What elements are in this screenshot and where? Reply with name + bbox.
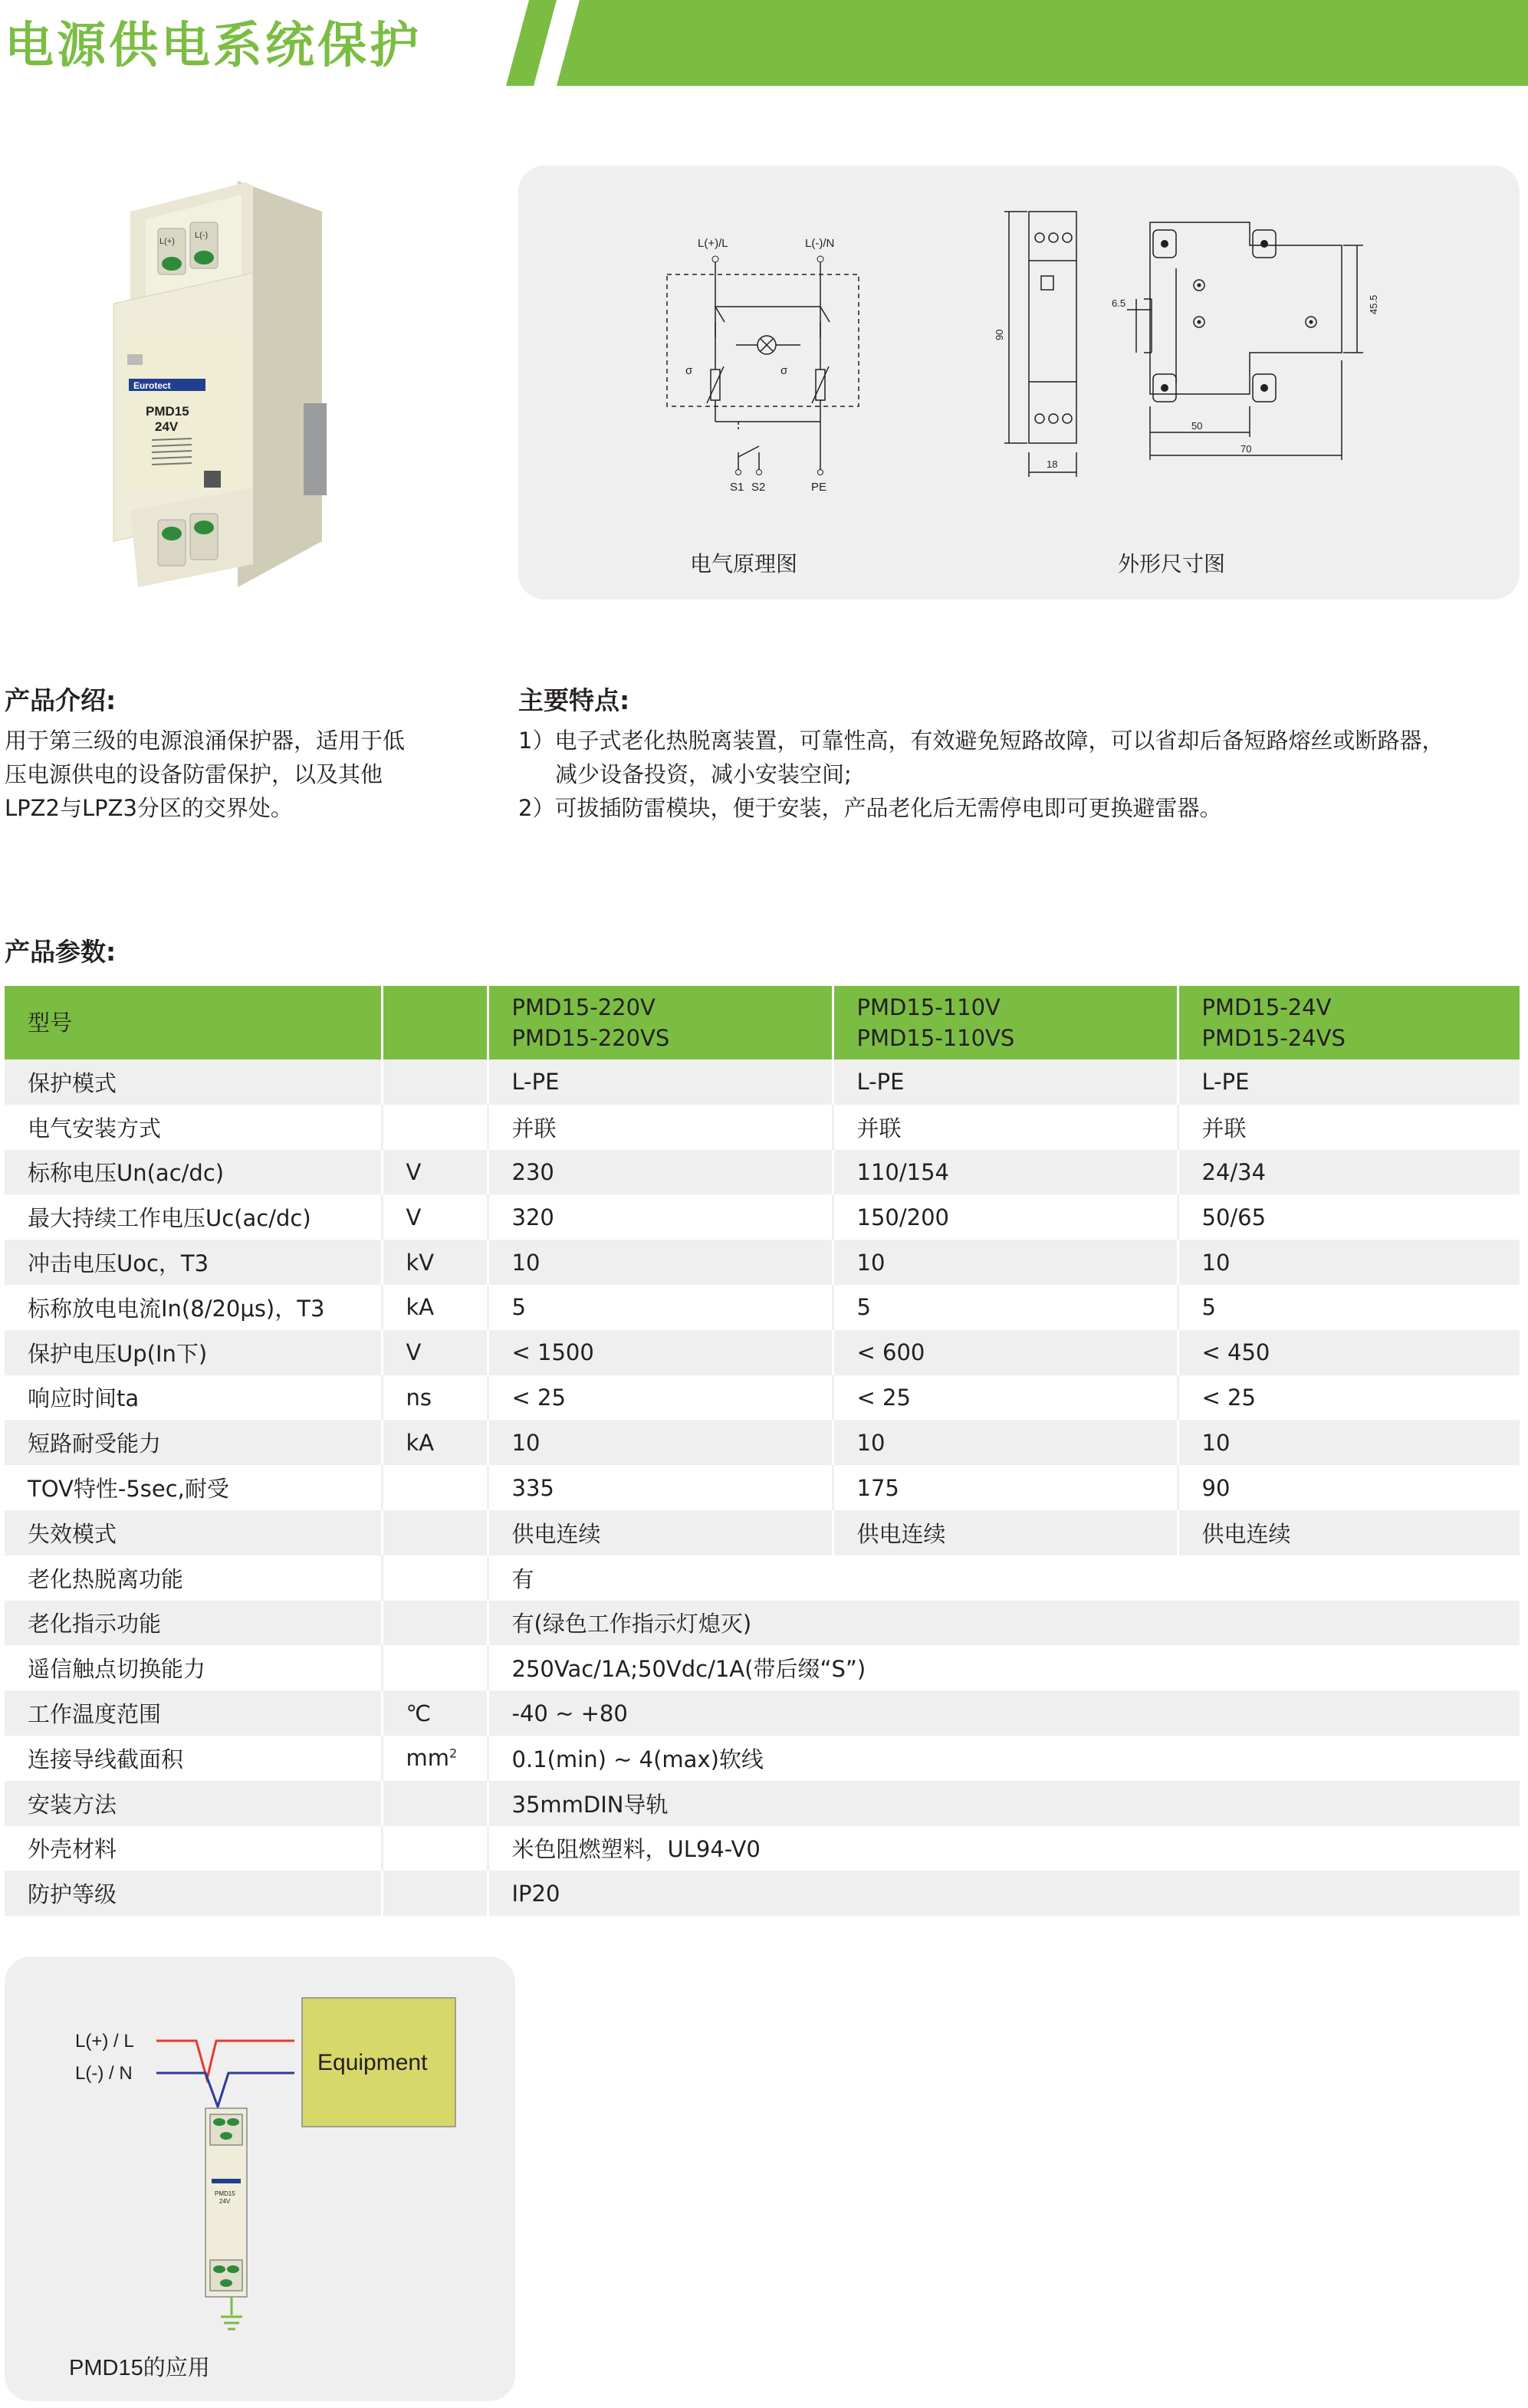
header-banner (506, 0, 1528, 86)
svg-text:45.5: 45.5 (1368, 294, 1379, 314)
intro-text (5, 724, 465, 825)
svg-text:90: 90 (994, 329, 1005, 340)
param-unit (382, 1736, 488, 1781)
svg-text:PE: PE (811, 481, 827, 494)
din-clip (304, 403, 327, 495)
param-value-110v: 5 (833, 1285, 1178, 1330)
table-row (5, 1150, 1520, 1195)
svg-text:L(+)/L: L(+)/L (698, 237, 728, 250)
svg-text:L(+) / L: L(+) / L (75, 2031, 134, 2052)
svg-text:Eurotect: Eurotect (133, 380, 171, 391)
param-unit-sup: 2 (449, 1746, 458, 1761)
param-value-110v: 110/154 (833, 1150, 1178, 1195)
dimension-drawing (974, 199, 1403, 521)
param-unit (382, 1105, 488, 1150)
param-value-110v: < 25 (833, 1375, 1178, 1421)
param-unit (382, 1826, 488, 1871)
table-row (5, 1420, 1520, 1465)
param-unit-text: mm (406, 1745, 449, 1772)
param-value-24v: 供电连续 (1178, 1510, 1520, 1556)
param-name: 短路耐受能力 (5, 1420, 382, 1465)
param-value-24v: 并联 (1178, 1105, 1520, 1150)
schematic-caption: 电气原理图 (690, 551, 798, 577)
param-name: 冲击电压Uoc，T3 (5, 1240, 382, 1285)
param-value-110v: 10 (833, 1240, 1178, 1285)
svg-text:σ: σ (685, 364, 693, 377)
banner-stripe (506, 0, 557, 86)
ground-icon (221, 2317, 242, 2329)
svg-text:24V: 24V (155, 419, 179, 434)
table-row (5, 1330, 1520, 1375)
svg-text:18: 18 (1047, 458, 1058, 470)
param-name: 响应时间ta (5, 1375, 382, 1421)
param-value-110v: 150/200 (833, 1194, 1178, 1240)
param-value-110v: 175 (833, 1465, 1178, 1510)
svg-text:Equipment: Equipment (317, 2050, 428, 2075)
params-heading: 产品参数: (5, 937, 117, 967)
param-unit: kA (382, 1285, 488, 1330)
svg-text:PMD15的应用: PMD15的应用 (69, 2356, 210, 2380)
param-value-220v: 335 (488, 1465, 833, 1510)
param-value-220v: 供电连续 (488, 1510, 833, 1556)
param-value-220v: L-PE (488, 1059, 833, 1105)
table-row (5, 1601, 1520, 1646)
param-unit-text: ℃ (406, 1700, 432, 1726)
param-value-all: 米色阻燃塑料，UL94-V0 (488, 1826, 1520, 1871)
features-heading: 主要特点: (518, 685, 630, 715)
screw-bottom-right (194, 521, 214, 534)
param-unit (382, 1871, 488, 1916)
intro-heading: 产品介绍: (5, 685, 117, 715)
param-name: 失效模式 (5, 1510, 382, 1556)
table-row (5, 1871, 1520, 1916)
param-value-24v: 24/34 (1178, 1150, 1520, 1195)
param-value-220v: 并联 (488, 1105, 833, 1150)
table-row (5, 1645, 1520, 1690)
param-unit (382, 1601, 488, 1646)
svg-text:L(-): L(-) (195, 231, 209, 240)
param-unit (382, 1465, 488, 1510)
param-value-220v: < 1500 (488, 1330, 833, 1375)
header-col-24v: PMD15-24V PMD15-24VS (1178, 986, 1520, 1059)
product-photo (92, 173, 337, 603)
param-unit: ns (382, 1375, 488, 1421)
table-row (5, 1194, 1520, 1240)
module-small (205, 2108, 247, 2297)
features-list (518, 724, 1515, 825)
table-row (5, 1375, 1520, 1421)
feature-item-1-cont: 减少设备投资，减小安装空间; (555, 761, 852, 787)
param-unit: V (382, 1150, 488, 1195)
status-window (127, 354, 143, 365)
banner-bar (557, 0, 1528, 86)
param-name: 遥信触点切换能力 (5, 1645, 382, 1690)
param-value-all: -40 ~ +80 (488, 1690, 1520, 1736)
table-row (5, 1059, 1520, 1105)
param-value-110v: 供电连续 (833, 1510, 1178, 1556)
table-row (5, 1690, 1520, 1736)
svg-text:PMD15: PMD15 (215, 2190, 235, 2197)
param-name: 电气安装方式 (5, 1105, 382, 1150)
intro-line: 用于第三级的电源浪涌保护器，适用于低 (5, 728, 406, 754)
table-row (5, 1285, 1520, 1330)
param-value-220v: 10 (488, 1240, 833, 1285)
param-name: 安装方法 (5, 1781, 382, 1826)
svg-text:S2: S2 (751, 481, 766, 494)
param-unit (382, 1690, 488, 1736)
svg-text:PMD15: PMD15 (146, 404, 189, 419)
screw-top-right (194, 251, 214, 264)
param-unit (382, 1059, 488, 1105)
param-value-24v: 10 (1178, 1240, 1520, 1285)
param-name: 保护模式 (5, 1059, 382, 1105)
svg-text:σ: σ (780, 364, 788, 377)
table-row (5, 1510, 1520, 1556)
intro-line: 压电源供电的设备防雷保护，以及其他 (5, 761, 383, 787)
param-name: 防护等级 (5, 1871, 382, 1916)
param-name: TOV特性-5sec,耐受 (5, 1465, 382, 1510)
qr-code (204, 471, 221, 488)
svg-text:70: 70 (1240, 443, 1252, 455)
param-unit: kV (382, 1240, 488, 1285)
param-unit: V (382, 1194, 488, 1240)
param-value-24v: < 25 (1178, 1375, 1520, 1421)
table-row (5, 1556, 1520, 1601)
svg-text:L(+): L(+) (159, 237, 175, 246)
svg-text:50: 50 (1191, 420, 1203, 432)
param-name: 连接导线截面积 (5, 1736, 382, 1781)
dimension-caption: 外形尺寸图 (1118, 551, 1226, 577)
param-value-24v: L-PE (1178, 1059, 1520, 1105)
param-value-24v: 90 (1178, 1465, 1520, 1510)
param-value-all: 0.1(min) ~ 4(max)软线 (488, 1736, 1520, 1781)
header-col-220v: PMD15-220V PMD15-220VS (488, 986, 833, 1059)
svg-text:L(-) / N: L(-) / N (75, 2063, 133, 2084)
page-title: 电源供电系统保护 (5, 18, 422, 74)
header-col-110v: PMD15-110V PMD15-110VS (833, 986, 1178, 1059)
screw-bottom-left (162, 527, 182, 540)
header-unit (382, 986, 488, 1059)
header-model-label: 型号 (5, 986, 382, 1059)
wire-l-minus (156, 2073, 294, 2107)
param-value-220v: 320 (488, 1194, 833, 1240)
param-value-110v: L-PE (833, 1059, 1178, 1105)
table-row (5, 1105, 1520, 1150)
table-row (5, 1826, 1520, 1871)
schematic-diagram (652, 230, 866, 506)
param-value-all: IP20 (488, 1871, 1520, 1916)
feature-item-1: 1）电子式老化热脱离装置，可靠性高，有效避免短路故障，可以省却后备短路熔丝或断路器， (518, 728, 1444, 754)
param-name: 老化热脱离功能 (5, 1556, 382, 1601)
param-name: 老化指示功能 (5, 1601, 382, 1646)
param-unit: kA (382, 1420, 488, 1465)
param-name: 标称电压Un(ac/dc) (5, 1150, 382, 1195)
svg-text:24V: 24V (219, 2198, 231, 2205)
param-name: 保护电压Up(In下) (5, 1330, 382, 1375)
param-value-220v: 5 (488, 1285, 833, 1330)
param-value-24v: 50/65 (1178, 1194, 1520, 1240)
param-unit: V (382, 1330, 488, 1375)
table-row (5, 1240, 1520, 1285)
param-name: 工作温度范围 (5, 1690, 382, 1736)
param-name: 最大持续工作电压Uc(ac/dc) (5, 1194, 382, 1240)
param-value-220v: 230 (488, 1150, 833, 1195)
table-row (5, 1465, 1520, 1510)
param-value-all: 有(绿色工作指示灯熄灭) (488, 1601, 1520, 1646)
table-row (5, 1781, 1520, 1826)
param-value-24v: 5 (1178, 1285, 1520, 1330)
param-value-220v: 10 (488, 1420, 833, 1465)
screw-top-left (162, 257, 182, 271)
param-unit (382, 1510, 488, 1556)
param-value-all: 35mmDIN导轨 (488, 1781, 1520, 1826)
table-row (5, 1736, 1520, 1781)
svg-text:S1: S1 (730, 481, 744, 494)
param-value-24v: 10 (1178, 1420, 1520, 1465)
param-value-110v: 并联 (833, 1105, 1178, 1150)
param-value-220v: < 25 (488, 1375, 833, 1421)
param-unit (382, 1556, 488, 1601)
param-unit (382, 1645, 488, 1690)
spec-table (5, 986, 1520, 1916)
param-name: 外壳材料 (5, 1826, 382, 1871)
table-header-row (5, 986, 1520, 1059)
param-value-all: 250Vac/1A;50Vdc/1A(带后缀“S”) (488, 1645, 1520, 1690)
param-unit (382, 1781, 488, 1826)
param-name: 标称放电电流In(8/20μs)，T3 (5, 1285, 382, 1330)
param-value-110v: 10 (833, 1420, 1178, 1465)
intro-line: LPZ2与LPZ3分区的交界处。 (5, 795, 293, 821)
application-diagram (5, 1956, 515, 2401)
param-value-24v: < 450 (1178, 1330, 1520, 1375)
param-value-110v: < 600 (833, 1330, 1178, 1375)
svg-text:L(-)/N: L(-)/N (805, 237, 835, 250)
feature-item-2: 2）可拔插防雷模块，便于安装，产品老化后无需停电即可更换避雷器。 (518, 795, 1222, 821)
param-value-all: 有 (488, 1556, 1520, 1601)
svg-text:6.5: 6.5 (1112, 297, 1126, 309)
